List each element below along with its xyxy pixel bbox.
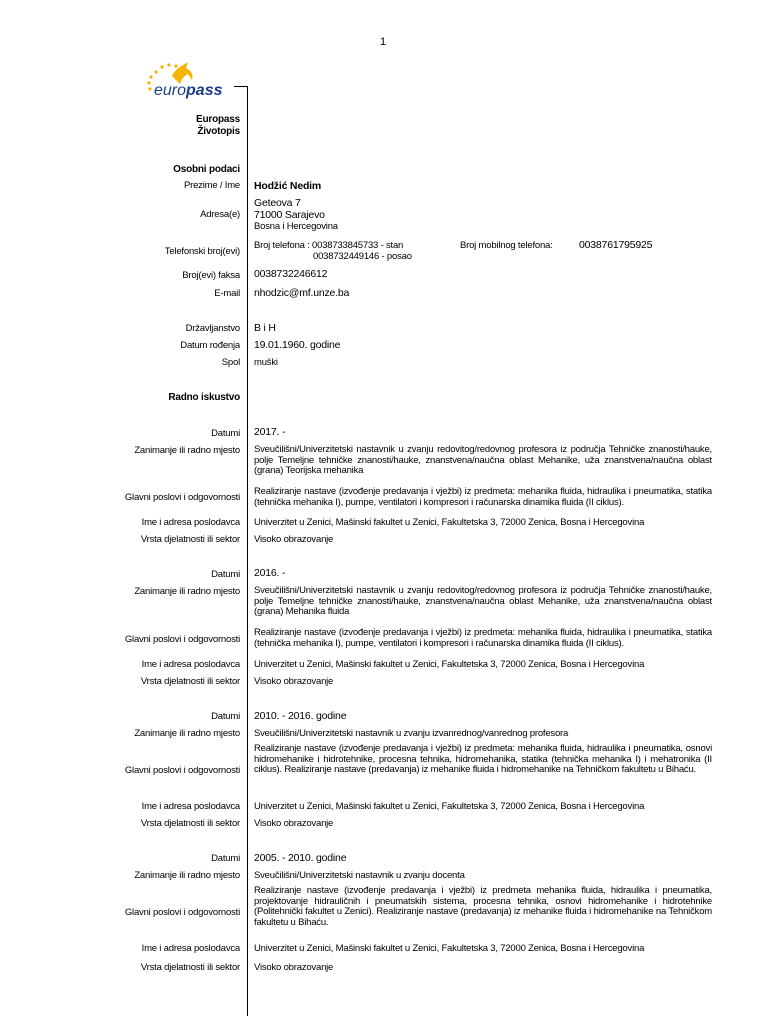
- entry-dates: 2016. -: [254, 567, 286, 579]
- europass-logo: [142, 58, 234, 102]
- employer-label: Ime i adresa poslodavca: [141, 801, 240, 812]
- entry-employer: Univerzitet u Zenici, Mašinski fakultet u Zenici, Fakultetska 3, 72000 Zenica, Bosna i Hercegovina: [254, 659, 645, 670]
- citizenship-value: B i H: [254, 322, 276, 334]
- entry-employer: Univerzitet u Zenici, Mašinski fakultet u Zenici, Fakultetska 3, 72000 Zenica, Bosna i Hercegovina: [254, 801, 645, 812]
- email-label: E-mail: [214, 288, 240, 299]
- entry-sector: Visoko obrazovanje: [254, 962, 334, 973]
- doc-title-zivotopis: Životopis: [197, 126, 240, 137]
- mobile-value: 0038761795925: [579, 239, 653, 251]
- employer-label: Ime i adresa poslodavca: [141, 943, 240, 954]
- phone-line-2: 0038732449146 - posao: [313, 251, 412, 262]
- page-number: 1: [380, 36, 387, 48]
- address-label: Adresa(e): [200, 209, 240, 220]
- entry-occupation: Sveučilišni/Univerzitetski nastavnik u zvanju redovitog/redovnog profesora iz područja Tehničke znanosti/hauke, polje Temeljne tehničke znanosti/hauke, znanstvena/naučna oblast Mehanike, uža znanstvena/naučna oblast (grana) Mehanika fluida: [254, 585, 712, 617]
- entry-occupation: Sveučilišni/Univerzitetski nastavnik u zvanju izvanrednog/vanrednog profesora: [254, 728, 569, 739]
- duties-label: Glavni poslovi i odgovornosti: [124, 492, 240, 503]
- entry-duties: Realiziranje nastave (izvođenje predavanja i vježbi) iz predmeta: mehanika fluida, hidraulika i pneumatika, statika (tehnička mehanika I), pumpe, ventilatori i kompresori i računarska dinamika fluida (II ciklus).: [254, 486, 712, 508]
- sex-value: muški: [254, 357, 278, 368]
- duties-label: Glavni poslovi i odgovornosti: [124, 907, 240, 918]
- email-value[interactable]: nhodzic@mf.unze.ba: [254, 287, 350, 299]
- entry-duties: Realiziranje nastave (izvođenje predavanja i vježbi) iz predmeta mehanika fluida, hidraulika i pneumatika, projektovanje hidrauličnih i pneumatskih sistema, procesna tehnika, osnovi hidromehanike i hidrotehnike (Politehnički fakultet u Zenici). Realiziranje nastave (predavanja) iz mehanike fluida i hidromehanike na Tehničkom fakultetu u Bihaću.: [254, 885, 712, 928]
- duties-label: Glavni poslovi i odgovornosti: [124, 765, 240, 776]
- phone-label: Telefonski broj(evi): [164, 246, 240, 257]
- entry-duties: Realiziranje nastave (izvođenje predavanja i vježbi) iz predmeta: mehanika fluida, hidraulika i pneumatika, osnovi hidromehanike i hidrotehnike, procesna tehnika, hidromehanika, statika (tehnička mehanika I) i mehatronika (II ciklus). Realiziranje nastave (predavanja) iz mehanike fluida i hidromehanike na Tehničkom fakultetu u Bihaću.: [254, 743, 712, 775]
- dates-label: Datumi: [211, 569, 240, 580]
- entry-occupation: Sveučilišni/Univerzitetski nastavnik u zvanju redovitog/redovnog profesora iz područja Tehničke znanosti/hauke, polje Temeljne tehničke znanosti/hauke, znanstvena/naučna oblast Mehanike, uža znanstvena/naučna oblast (grana) Teorijska mehanika: [254, 444, 712, 476]
- dob-value: 19.01.1960. godine: [254, 339, 341, 351]
- column-divider: [247, 86, 248, 1016]
- fax-value: 0038732246612: [254, 268, 328, 280]
- sector-label: Vrsta djelatnosti ili sektor: [140, 534, 240, 545]
- entry-dates: 2017. -: [254, 426, 286, 438]
- entry-sector: Visoko obrazovanje: [254, 676, 334, 687]
- entry-dates: 2010. - 2016. godine: [254, 710, 347, 722]
- dates-label: Datumi: [211, 711, 240, 722]
- sector-label: Vrsta djelatnosti ili sektor: [140, 962, 240, 973]
- fax-label: Broj(evi) faksa: [182, 270, 240, 281]
- occupation-label: Zanimanje ili radno mjesto: [134, 870, 240, 881]
- dates-label: Datumi: [211, 428, 240, 439]
- duties-label: Glavni poslovi i odgovornosti: [124, 634, 240, 645]
- name-value: Hodžić Nedim: [254, 180, 322, 192]
- entry-duties: Realiziranje nastave (izvođenje predavanja i vježbi) iz predmeta: mehanika fluida, hidraulika i pneumatika, statika (tehnička mehanika I), pumpe, ventilatori i kompresori i računarska dinamika fluida (II ciklus).: [254, 627, 712, 649]
- employer-label: Ime i adresa poslodavca: [141, 659, 240, 670]
- section-personal: Osobni podaci: [173, 164, 240, 175]
- section-work: Radno iskustvo: [168, 392, 240, 403]
- entry-occupation: Sveučilišni/Univerzitetski nastavnik u zvanju docenta: [254, 870, 465, 881]
- mobile-label: Broj mobilnog telefona:: [460, 240, 553, 251]
- employer-label: Ime i adresa poslodavca: [141, 517, 240, 528]
- name-label: Prezime / Ime: [184, 180, 240, 191]
- dates-label: Datumi: [211, 853, 240, 864]
- occupation-label: Zanimanje ili radno mjesto: [134, 728, 240, 739]
- dob-label: Datum rođenja: [180, 340, 240, 351]
- logo-text: europass: [154, 82, 223, 99]
- sex-label: Spol: [221, 357, 240, 368]
- doc-title-europass: Europass: [196, 114, 240, 125]
- address-line-1: Geteova 7: [254, 197, 301, 209]
- phone-line-1: Broj telefona : 0038733845733 - stan: [254, 240, 404, 251]
- occupation-label: Zanimanje ili radno mjesto: [134, 445, 240, 456]
- occupation-label: Zanimanje ili radno mjesto: [134, 586, 240, 597]
- header-rule: [234, 86, 248, 87]
- entry-dates: 2005. - 2010. godine: [254, 852, 347, 864]
- address-line-3: Bosna i Hercegovina: [254, 221, 338, 232]
- address-line-2: 71000 Sarajevo: [254, 209, 325, 221]
- citizenship-label: Državljanstvo: [185, 323, 240, 334]
- entry-sector: Visoko obrazovanje: [254, 818, 334, 829]
- entry-employer: Univerzitet u Zenici, Mašinski fakultet u Zenici, Fakultetska 3, 72000 Zenica, Bosna i Hercegovina: [254, 943, 645, 954]
- sector-label: Vrsta djelatnosti ili sektor: [140, 818, 240, 829]
- entry-sector: Visoko obrazovanje: [254, 534, 334, 545]
- entry-employer: Univerzitet u Zenici, Mašinski fakultet u Zenici, Fakultetska 3, 72000 Zenica, Bosna i Hercegovina: [254, 517, 645, 528]
- sector-label: Vrsta djelatnosti ili sektor: [140, 676, 240, 687]
